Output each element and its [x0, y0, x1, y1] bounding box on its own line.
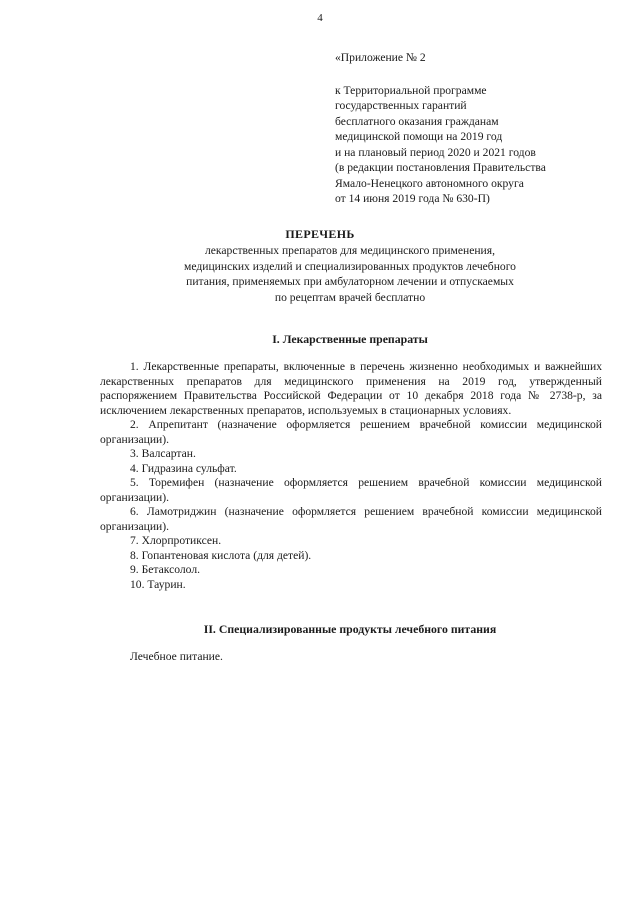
- subtitle-line: по рецептам врачей бесплатно: [274, 290, 426, 304]
- section-heading-nutrition: II. Специализированные продукты лечебного питания: [203, 622, 497, 636]
- subtitle-line: медицинских изделий и специализированных продуктов лечебного: [184, 259, 516, 273]
- document-title: ПЕРЕЧЕНЬ: [285, 227, 355, 241]
- annex-heading: «Приложение № 2: [335, 51, 426, 64]
- list-item: 2. Апрепитант (назначение оформляется решением врачебной комиссии медицинской организации).: [100, 418, 602, 446]
- list-item: 8. Гопантеновая кислота (для детей).: [130, 548, 312, 562]
- list-item: 5. Торемифен (назначение оформляется решением врачебной комиссии медицинской организации).: [100, 476, 602, 504]
- annex-line: к Территориальной программе: [335, 83, 487, 97]
- list-item: 3. Валсартан.: [130, 447, 196, 460]
- list-item: 9. Бетаксолол.: [130, 563, 200, 576]
- annex-line: медицинской помощи на 2019 год: [335, 130, 503, 143]
- subtitle-line: питания, применяемых при амбулаторном лечении и отпускаемых: [186, 275, 514, 288]
- list-item: 6. Ламотриджин (назначение оформляется решением врачебной комиссии медицинской организации).: [100, 505, 602, 533]
- annex-block: [335, 50, 546, 207]
- section-heading-medicines: I. Лекарственные препараты: [272, 332, 428, 346]
- annex-line: Ямало-Ненецкого автономного округа: [335, 176, 524, 190]
- list-item: 1. Лекарственные препараты, включенные в перечень жизненно необходимых и важнейших лекарственных препаратов для медицинского применения на 2019 год, утвержденный распоряжением Правительства Российской Федерации от 10 декабря 2018 года № 2738-р, за исключением лекарственных препаратов, используемых в стационарных условиях.: [100, 360, 602, 417]
- medicines-list: [100, 360, 602, 592]
- subtitle-line: лекарственных препаратов для медицинского применения,: [204, 244, 495, 257]
- document-subtitle: [0, 243, 640, 305]
- annex-line: (в редакции постановления Правительства: [335, 161, 546, 174]
- nutrition-text: Лечебное питание.: [130, 650, 223, 663]
- list-item: 10. Таурин.: [130, 577, 186, 591]
- annex-line: бесплатного оказания гражданам: [335, 114, 499, 128]
- page-number: 4: [317, 12, 323, 24]
- list-item: 7. Хлорпротиксен.: [130, 534, 222, 547]
- annex-line: и на плановый период 2020 и 2021 годов: [335, 145, 536, 159]
- annex-line: государственных гарантий: [335, 99, 467, 112]
- list-item: 4. Гидразина сульфат.: [130, 461, 237, 475]
- annex-line: от 14 июня 2019 года № 630-П): [335, 192, 490, 205]
